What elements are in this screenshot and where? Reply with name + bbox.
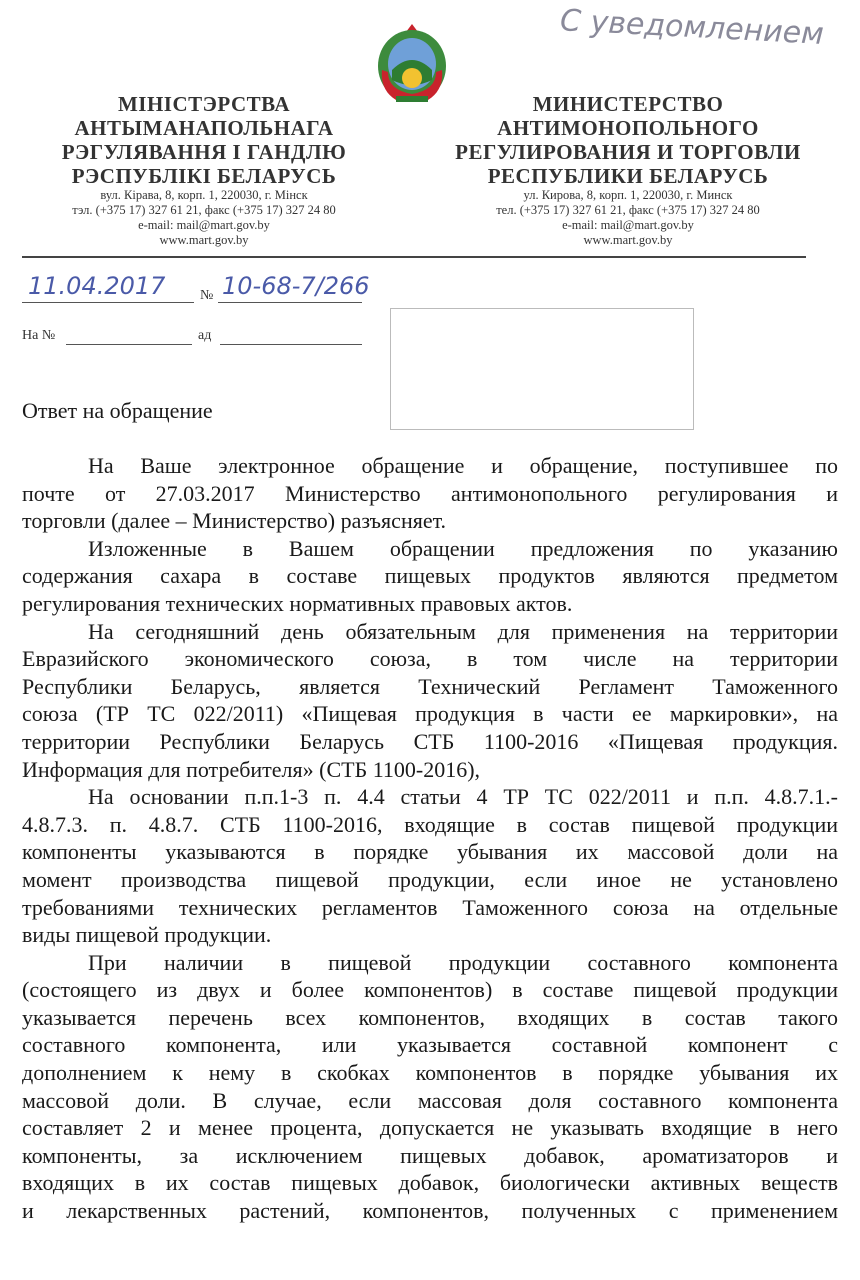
paragraph-line: и лекарственных растений, компонентов, полученных с применением xyxy=(22,1198,838,1224)
phone: тэл. (+375 17) 327 61 21, факс (+375 17) 327 24 80 xyxy=(72,203,336,217)
paragraph-line: торговли (далее – Министерство) разъясняет. xyxy=(22,508,447,534)
number-label: № xyxy=(200,288,214,303)
paragraph-line: На основании п.п.1-3 п. 4.4 статьи 4 ТР ТС 022/2011 и п.п. 4.8.7.1.- xyxy=(88,784,838,810)
paragraph-line: составляет 2 и менее процента, допускается не указывать входящие в него xyxy=(22,1115,838,1141)
paragraph-line: Информация для потребителя» (СТБ 1100-2016), xyxy=(22,756,481,782)
paragraph xyxy=(22,949,838,1225)
paragraph-line: союза (ТР ТС 022/2011) «Пищевая продукция в части ее маркировки», на xyxy=(22,701,838,727)
incoming-number-label: На № xyxy=(22,328,56,343)
ministry-name-line: МИНИСТЕРСТВО xyxy=(532,92,724,116)
paragraph-line: На сегодняшний день обязательным для применения на территории xyxy=(88,618,838,644)
ministry-name-line: АНТЫМАНАПОЛЬНАГА xyxy=(74,116,334,140)
paragraph-line: входящих в их состав пищевых добавок, биологически активных веществ xyxy=(22,1170,838,1196)
paragraph-line: дополнением к нему в скобках компонентов в порядке убывания их xyxy=(22,1060,838,1086)
incoming-number-underline xyxy=(66,344,192,345)
paragraph-line: (состоящего из двух и более компонентов) в составе пищевой продукции xyxy=(22,977,838,1003)
paragraph-line: содержания сахара в составе пищевых продуктов являются предметом xyxy=(22,563,838,589)
subject: Ответ на обращение xyxy=(22,398,213,423)
outgoing-date: 11.04.2017 xyxy=(28,272,166,300)
website: www.mart.gov.by xyxy=(583,233,673,247)
letter-body xyxy=(22,452,838,1225)
ministry-name-line: РЭСПУБЛІКІ БЕЛАРУСЬ xyxy=(71,164,337,188)
paragraph-line: Евразийского экономического союза, в том числе на территории xyxy=(22,646,838,672)
email: e-mail: mail@mart.gov.by xyxy=(138,218,270,232)
paragraph-line: требованиями технических регламентов Таможенного союза на отдельные xyxy=(22,894,838,920)
paragraph xyxy=(22,783,838,949)
website: www.mart.gov.by xyxy=(159,233,249,247)
paragraph-line: При наличии в пищевой продукции составного компонента xyxy=(88,949,838,975)
paragraph-line: Республики Беларусь, является Технический Регламент Таможенного xyxy=(22,673,838,699)
address: ул. Кирова, 8, корп. 1, 220030, г. Минск xyxy=(523,188,733,202)
paragraph-line: указывается перечень всех компонентов, входящих в состав такого xyxy=(22,1004,838,1030)
paragraph-line: компоненты указываются в порядке убывания их массовой доли на xyxy=(22,839,838,865)
paragraph-line: компоненты, за исключением пищевых добавок, ароматизаторов и xyxy=(22,1142,838,1168)
address: вул. Кірава, 8, корп. 1, 220030, г. Мінск xyxy=(100,188,308,202)
phone: тел. (+375 17) 327 61 21, факс (+375 17) 327 24 80 xyxy=(496,203,760,217)
number-underline xyxy=(218,302,362,303)
ministry-name-line: РЭГУЛЯВАННЯ І ГАНДЛЮ xyxy=(61,140,347,164)
handwritten-note: С уведомлением xyxy=(559,3,825,52)
recipient-address-box xyxy=(390,308,694,430)
paragraph xyxy=(22,452,838,535)
header-divider xyxy=(22,256,806,258)
ministry-name-line: МІНІСТЭРСТВА xyxy=(117,92,291,116)
ministry-name-line: РЕСПУБЛИКИ БЕЛАРУСЬ xyxy=(487,164,769,188)
paragraph-line: составного компонента, или указывается составной компонент с xyxy=(22,1032,838,1058)
header-belarusian xyxy=(14,92,394,248)
paragraph-line: 4.8.7.3. п. 4.8.7. СТБ 1100-2016, входящие в состав пищевой продукции xyxy=(22,811,838,837)
paragraph-line: регулирования технических нормативных правовых актов. xyxy=(22,590,573,616)
email: e-mail: mail@mart.gov.by xyxy=(562,218,694,232)
paragraph xyxy=(22,535,838,618)
header-russian xyxy=(438,92,818,248)
ministry-name-line: АНТИМОНОПОЛЬНОГО xyxy=(497,116,759,140)
paragraph-line: территории Республики Беларусь СТБ 1100-2016 «Пищевая продукция. xyxy=(22,728,838,754)
paragraph-line: На Ваше электронное обращение и обращение, поступившее по xyxy=(88,453,838,478)
paragraph-line: момент производства пищевой продукции, если иное не установлено xyxy=(22,866,838,892)
paragraph-line: массовой доли. В случае, если массовая доля составного компонента xyxy=(22,1087,838,1113)
incoming-date-underline xyxy=(220,344,362,345)
paragraph xyxy=(22,618,838,784)
outgoing-number: 10-68-7/266 xyxy=(222,272,370,300)
paragraph-line: почте от 27.03.2017 Министерство антимонопольного регулирования и xyxy=(22,480,838,506)
ministry-name-line: РЕГУЛИРОВАНИЯ И ТОРГОВЛИ xyxy=(455,140,801,164)
paragraph-line: Изложенные в Вашем обращении предложения по указанию xyxy=(88,535,838,561)
date-underline xyxy=(22,302,194,303)
incoming-date-label: ад xyxy=(198,328,212,343)
paragraph-line: виды пищевой продукции. xyxy=(22,922,272,948)
